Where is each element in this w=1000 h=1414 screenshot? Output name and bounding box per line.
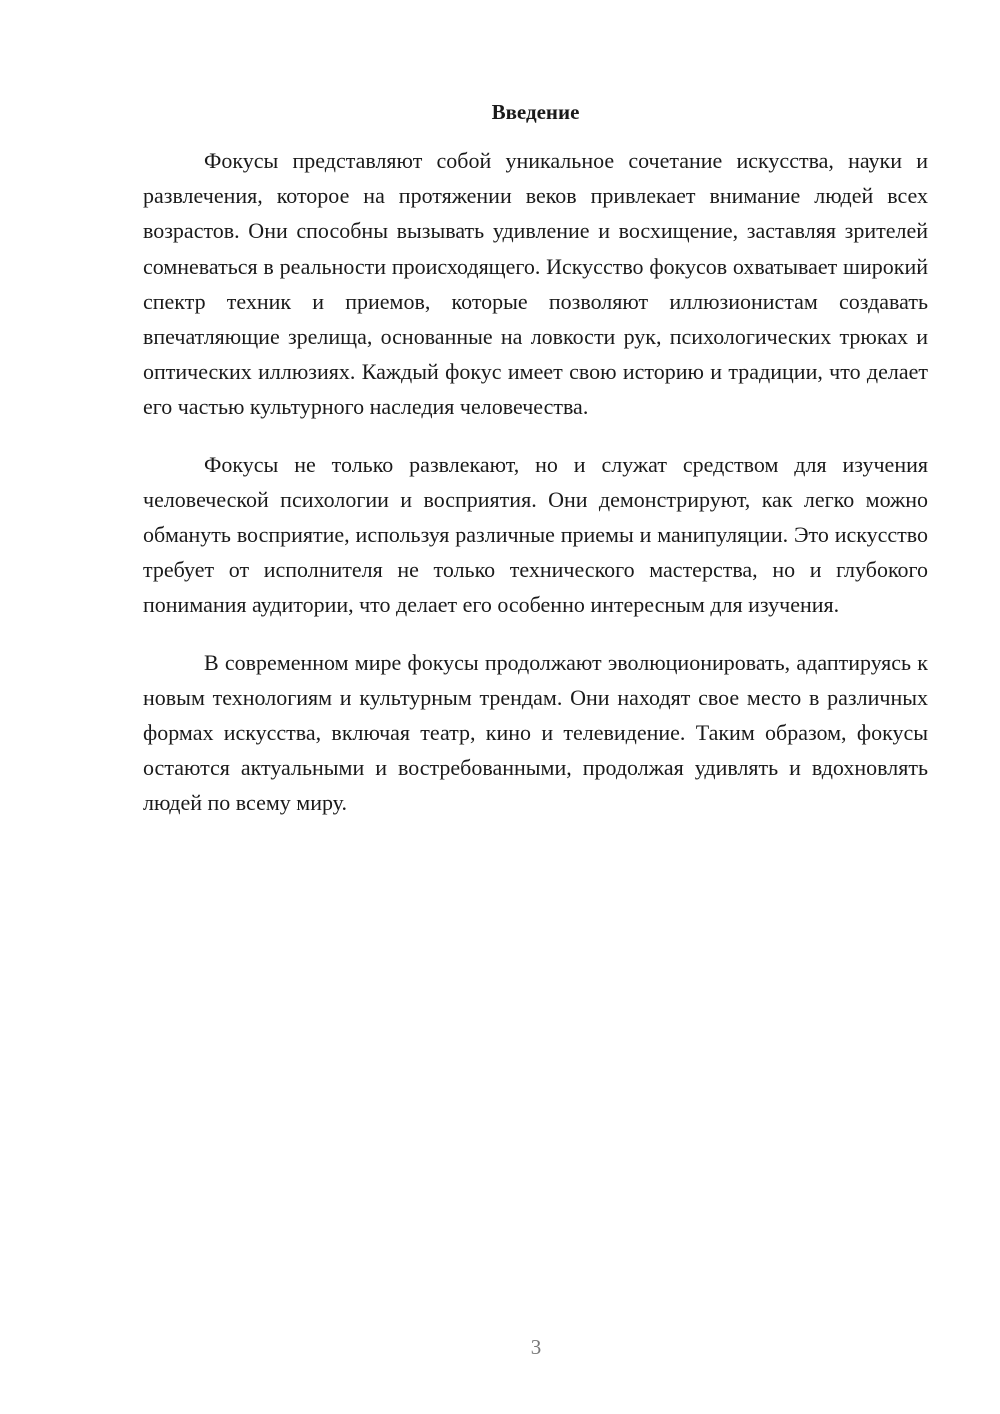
page-number: 3 xyxy=(530,1335,542,1359)
paragraph-3: В современном мире фокусы продолжают эволюционировать, адаптируясь к новым технологиям и культурным трендам. Они находят свое место в различных формах искусства, включая театр, кино и телевидение. Таким образом, фокусы остаются актуальными и востребованными, продолжая удивлять и вдохновлять людей по всему миру. xyxy=(143,649,928,816)
section-heading: Введение xyxy=(491,100,580,124)
paragraph-2: Фокусы не только развлекают, но и служат средством для изучения человеческой психологии и восприятия. Они демонстрируют, как легко можно обмануть восприятие, используя различные приемы и манипуляции. Это искусство требует от исполнителя не только технического мастерства, но и глубокого понимания аудитории, что делает его особенно интересным для изучения. xyxy=(143,451,928,618)
paragraph-1: Фокусы представляют собой уникальное сочетание искусства, науки и развлечения, которое на протяжении веков привлекает внимание людей всех возрастов. Они способны вызывать удивление и восхищение, заставляя зрителей сомневаться в реальности происходящего. Искусство фокусов охватывает широкий спектр техник и приемов, которые позволяют иллюзионистам создавать впечатляющие зрелища, основанные на ловкости рук, психологических трюках и оптических иллюзиях. Каждый фокус имеет свою историю и традиции, что делает его частью культурного наследия человечества. xyxy=(143,148,928,420)
body-text xyxy=(143,143,928,821)
